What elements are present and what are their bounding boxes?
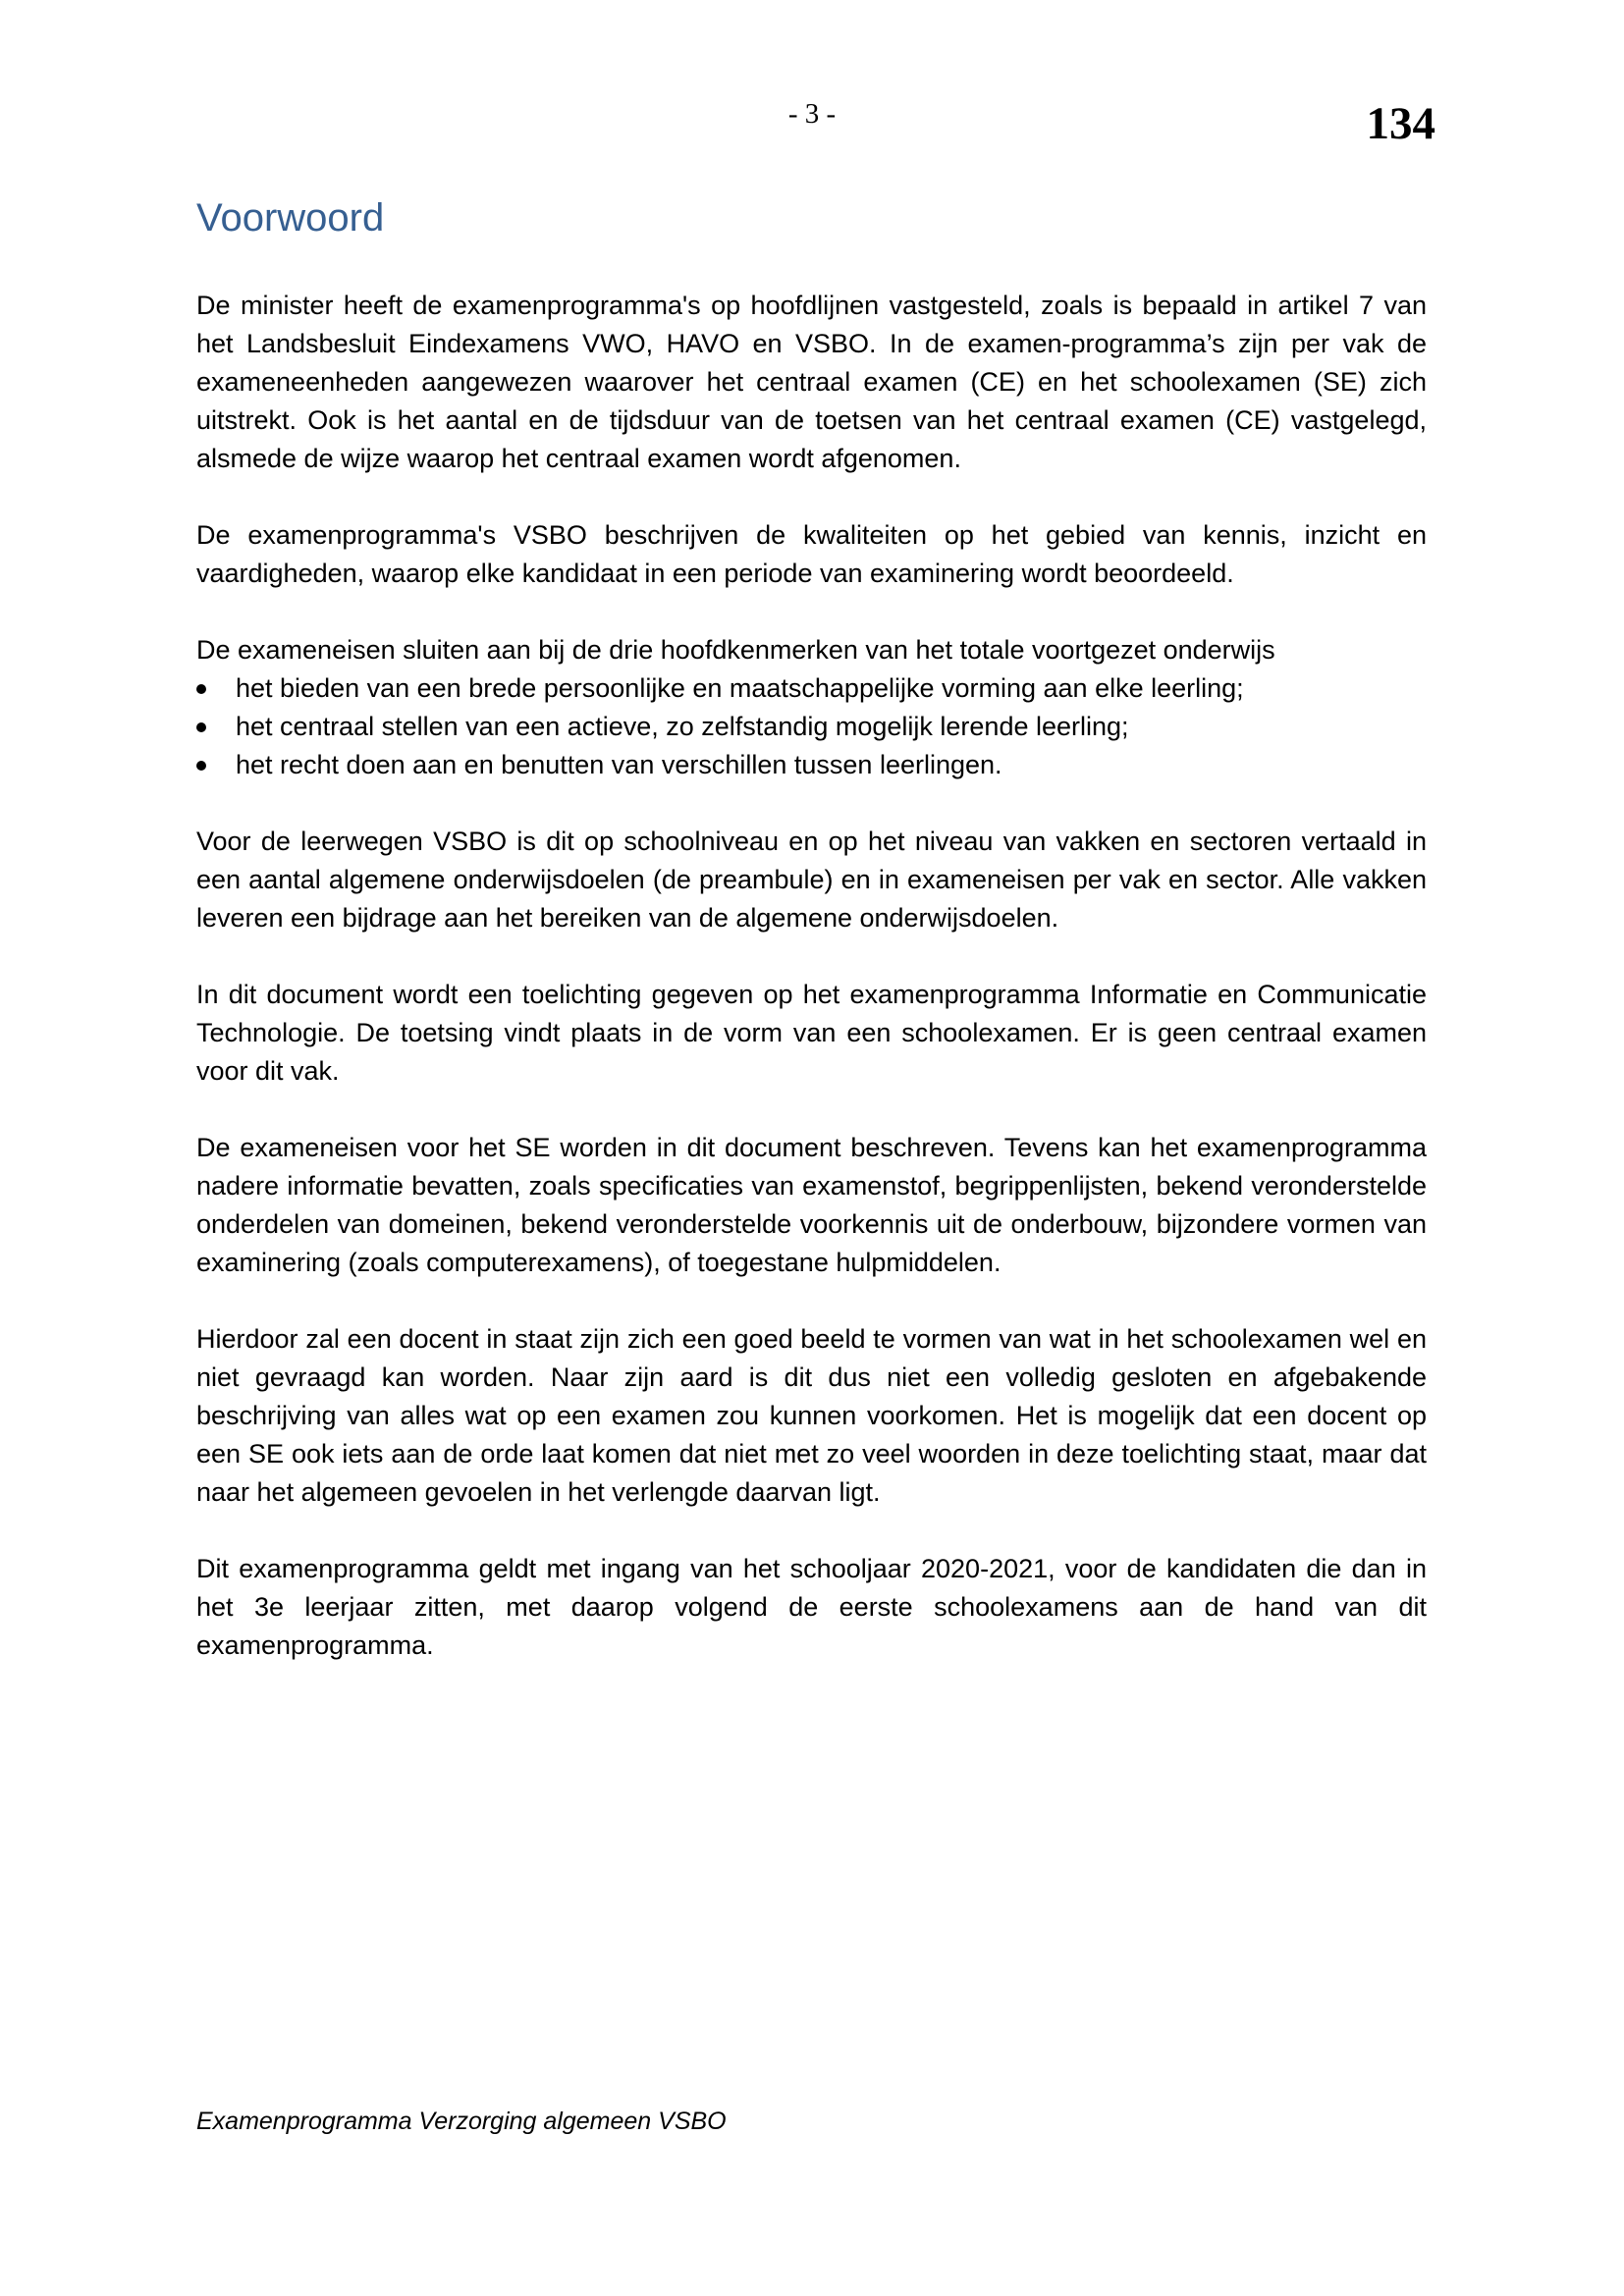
bullet-icon	[196, 761, 206, 771]
paragraph-requirements: De exameneisen sluiten aan bij de drie hoofdkenmerken van het totale voortgezet onderwijs	[196, 635, 1275, 665]
paragraph-effective-date: Dit examenprogramma geldt met ingang van het schooljaar 2020-2021, voor de kandidaten die dan in het 3e leerjaar zitten, met daarop volgend de eerste schoolexamens aan de hand van dit examenprogramma.	[196, 1554, 1427, 1660]
list-item	[196, 708, 1427, 746]
bullet-icon	[196, 684, 206, 694]
document-number: 134	[1366, 98, 1435, 149]
page-number: - 3 -	[787, 98, 837, 130]
paragraph-teacher-guidance: Hierdoor zal een docent in staat zijn zich een goed beeld te vormen van wat in het schoolexamen wel en niet gevraagd kan worden. Naar zijn aard is dit dus niet een volledig gesloten en afgebakende beschrijving van alles wat op een examen zou kunnen voorkomen. Het is mogelijk dat een docent op een SE ook iets aan de orde laat komen dat niet met zo veel woorden in deze toelichting staat, maar dat naar het algemeen gevoelen in het verlengde daarvan ligt.	[196, 1324, 1427, 1507]
bullet-list	[196, 669, 1427, 784]
list-item-text: het bieden van een brede persoonlijke en maatschappelijke vorming aan elke leerling;	[236, 673, 1244, 703]
page-footer: Examenprogramma Verzorging algemeen VSBO	[196, 2108, 727, 2135]
list-item	[196, 746, 1427, 784]
list-item	[196, 669, 1427, 708]
bullet-icon	[196, 722, 206, 732]
list-item-text: het centraal stellen van een actieve, zo zelfstandig mogelijk lerende leerling;	[236, 712, 1129, 741]
paragraph-document-scope: In dit document wordt een toelichting gegeven op het examenprogramma Informatie en Communicatie Technologie. De toetsing vindt plaats in de vorm van een schoolexamen. Er is geen centraal examen voor dit vak.	[196, 980, 1427, 1086]
paragraph-qualities: De examenprogramma's VSBO beschrijven de kwaliteiten op het gebied van kennis, inzicht en vaardigheden, waarop elke kandidaat in een periode van examinering wordt beoordeeld.	[196, 520, 1427, 588]
body-text	[196, 287, 1427, 1703]
paragraph-intro: De minister heeft de examenprogramma's op hoofdlijnen vastgesteld, zoals is bepaald in artikel 7 van het Landsbesluit Eindexamens VWO, HAVO en VSBO. In de examen-programma’s zijn per vak de exameneenheden aangewezen waarover het centraal examen (CE) en het schoolexamen (SE) zich uitstrekt. Ook is het aantal en de tijdsduur van de toetsen van het centraal examen (CE) vastgelegd, alsmede de wijze waarop het centraal examen wordt afgenomen.	[196, 291, 1427, 473]
paragraph-exam-requirements: De exameneisen voor het SE worden in dit document beschreven. Tevens kan het examenprogramma nadere informatie bevatten, zoals specificaties van examenstof, begrippenlijsten, bekend veronderstelde onderdelen van domeinen, bekend veronderstelde voorkennis uit de onderbouw, bijzondere vormen van examinering (zoals computerexamens), of toegestane hulpmiddelen.	[196, 1133, 1427, 1277]
list-item-text: het recht doen aan en benutten van verschillen tussen leerlingen.	[236, 750, 1002, 779]
page-title: Voorwoord	[196, 196, 385, 240]
paragraph-learning-paths: Voor de leerwegen VSBO is dit op schoolniveau en op het niveau van vakken en sectoren vertaald in een aantal algemene onderwijsdoelen (de preambule) en in exameneisen per vak en sector. Alle vakken leveren een bijdrage aan het bereiken van de algemene onderwijsdoelen.	[196, 827, 1427, 933]
